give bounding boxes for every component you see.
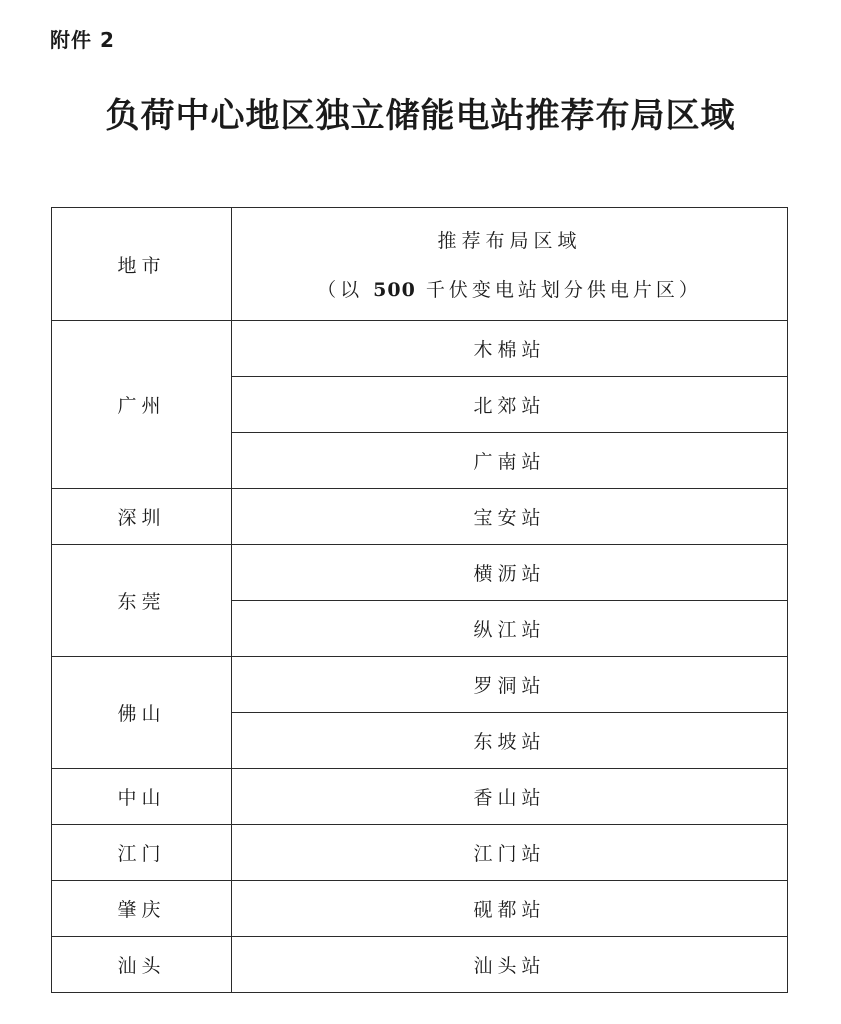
table-row — [52, 881, 788, 937]
city-cell: 江门 — [52, 825, 232, 881]
station-cell: 江门站 — [232, 825, 788, 881]
station-cell: 罗洞站 — [232, 657, 788, 713]
station-cell: 东坡站 — [232, 713, 788, 769]
header-area-line1: 推荐布局区域 — [437, 230, 582, 252]
attachment-label: 附件 2 — [50, 28, 115, 52]
header-area-kv: 500 — [373, 279, 416, 301]
station-cell: 北郊站 — [232, 377, 788, 433]
table-row — [52, 545, 788, 601]
table-header-row — [52, 208, 788, 321]
city-cell: 广州 — [52, 321, 232, 489]
station-cell: 广南站 — [232, 433, 788, 489]
table-row — [52, 769, 788, 825]
table-row — [52, 657, 788, 713]
city-cell: 肇庆 — [52, 881, 232, 937]
station-cell: 宝安站 — [232, 489, 788, 545]
station-cell: 纵江站 — [232, 601, 788, 657]
table-row — [52, 321, 788, 377]
station-cell: 横沥站 — [232, 545, 788, 601]
city-cell: 汕头 — [52, 937, 232, 993]
city-cell: 东莞 — [52, 545, 232, 657]
station-cell: 木棉站 — [232, 321, 788, 377]
station-cell: 香山站 — [232, 769, 788, 825]
header-area-suffix: 千伏变电站划分供电片区） — [425, 279, 702, 301]
regions-table — [51, 207, 788, 993]
table-row — [52, 489, 788, 545]
header-area-line2 — [232, 275, 787, 302]
header-area — [232, 208, 788, 321]
station-cell: 汕头站 — [232, 937, 788, 993]
header-area-prefix: （以 — [317, 279, 364, 301]
table-row — [52, 937, 788, 993]
header-city: 地市 — [52, 208, 232, 321]
city-cell: 中山 — [52, 769, 232, 825]
page-title: 负荷中心地区独立储能电站推荐布局区域 — [105, 96, 736, 136]
station-cell: 砚都站 — [232, 881, 788, 937]
city-cell: 深圳 — [52, 489, 232, 545]
city-cell: 佛山 — [52, 657, 232, 769]
table-row — [52, 825, 788, 881]
